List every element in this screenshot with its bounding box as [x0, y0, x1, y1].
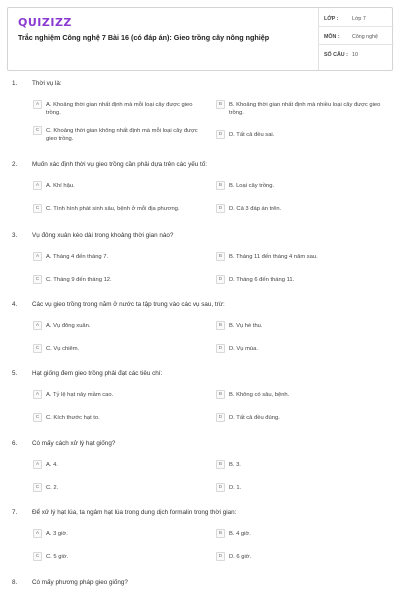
- option-c[interactable]: [33, 204, 213, 213]
- option-text: A. Vụ đông xuân.: [46, 323, 91, 329]
- option-letter-badge: D: [216, 413, 225, 422]
- option-text: C. Kích thước hạt to.: [46, 415, 100, 421]
- quizizz-logo: QUIZIZZ: [18, 16, 72, 29]
- option-text: A. Khí hậu.: [46, 183, 75, 189]
- option-c[interactable]: [33, 126, 201, 143]
- option-a[interactable]: [33, 100, 201, 117]
- option-text: B. 3.: [229, 462, 241, 468]
- option-text: D. Vụ mùa.: [229, 346, 258, 352]
- meta-row-subject: [318, 29, 394, 45]
- option-letter-badge: D: [216, 552, 225, 561]
- option-b[interactable]: [216, 390, 384, 399]
- question-text: Có mấy cách xử lý hạt giống?: [32, 440, 116, 447]
- option-letter-badge: A: [33, 321, 42, 330]
- option-text: A. 3 giờ.: [46, 531, 68, 537]
- option-text: B. Vụ hè thu.: [229, 323, 263, 329]
- option-text: C. Tình hình phát sinh sâu, bệnh ở mỗi địa phương.: [46, 206, 180, 212]
- option-a[interactable]: [33, 390, 201, 399]
- option-letter-badge: B: [216, 321, 225, 330]
- option-a[interactable]: [33, 321, 201, 330]
- meta-value: Lớp 7: [352, 15, 366, 22]
- question-number: 1.: [12, 80, 18, 87]
- question-number: 2.: [12, 161, 18, 168]
- option-letter-badge: B: [216, 181, 225, 190]
- option-letter-badge: C: [33, 204, 42, 213]
- option-letter-badge: C: [33, 275, 42, 284]
- meta-value: Công nghệ: [352, 33, 378, 40]
- option-d[interactable]: [216, 275, 384, 284]
- option-text: A. 4.: [46, 462, 58, 468]
- meta-label: MÔN :: [324, 33, 340, 40]
- option-b[interactable]: [216, 100, 384, 117]
- question-number: 4.: [12, 301, 18, 308]
- option-d[interactable]: [216, 204, 384, 213]
- question-text: Muốn xác định thời vụ gieo trồng cần phải dựa trên các yếu tố:: [32, 161, 207, 168]
- option-letter-badge: B: [216, 529, 225, 538]
- option-letter-badge: C: [33, 413, 42, 422]
- option-b[interactable]: [216, 181, 384, 190]
- option-text: C. Vụ chiêm.: [46, 346, 80, 352]
- option-letter-badge: B: [216, 100, 225, 109]
- option-b[interactable]: [216, 252, 384, 261]
- question-number: 3.: [12, 232, 18, 239]
- option-a[interactable]: [33, 252, 201, 261]
- question-text: Các vụ gieo trồng trong năm ở nước ta tập trung vào các vụ sau, trừ:: [32, 301, 225, 308]
- question-number: 6.: [12, 440, 18, 447]
- option-text: B. Loại cây trồng.: [229, 183, 275, 189]
- option-letter-badge: B: [216, 460, 225, 469]
- option-d[interactable]: [216, 552, 384, 561]
- option-a[interactable]: [33, 460, 201, 469]
- option-text: B. Tháng 11 đến tháng 4 năm sau.: [229, 254, 318, 260]
- option-c[interactable]: [33, 344, 201, 353]
- option-b[interactable]: [216, 321, 384, 330]
- option-text: D. Tháng 6 đến tháng 11.: [229, 277, 295, 283]
- option-text: C. 2.: [46, 485, 59, 491]
- option-d[interactable]: [216, 483, 384, 492]
- option-letter-badge: D: [216, 204, 225, 213]
- option-text: B. Khoảng thời gian nhất định mà nhiều loại cây được gieo trồng.: [229, 102, 381, 116]
- option-c[interactable]: [33, 413, 201, 422]
- page-title: Trắc nghiệm Công nghệ 7 Bài 16 (có đáp án): Gieo trồng cây nông nghiệp: [18, 33, 270, 42]
- option-d[interactable]: [216, 413, 384, 422]
- option-letter-badge: D: [216, 344, 225, 353]
- option-text: B. Không có sâu, bệnh.: [229, 392, 290, 398]
- option-text: D. Cả 3 đáp án trên.: [229, 206, 282, 212]
- option-c[interactable]: [33, 275, 201, 284]
- option-text: D. 1.: [229, 485, 242, 491]
- option-text: C. 5 giờ.: [46, 554, 69, 560]
- option-letter-badge: C: [33, 344, 42, 353]
- option-text: D. Tất cả đều đúng.: [229, 415, 280, 421]
- question-number: 7.: [12, 509, 18, 516]
- meta-label: LỚP :: [324, 15, 339, 22]
- option-letter-badge: D: [216, 483, 225, 492]
- option-letter-badge: B: [216, 252, 225, 261]
- question-text: Để xử lý hạt lúa, ta ngâm hạt lúa trong dung dịch formalin trong thời gian:: [32, 509, 237, 516]
- option-text: D. 6 giờ.: [229, 554, 252, 560]
- option-letter-badge: A: [33, 460, 42, 469]
- option-c[interactable]: [33, 552, 201, 561]
- option-d[interactable]: [216, 130, 384, 139]
- option-letter-badge: A: [33, 252, 42, 261]
- meta-row-count: [318, 47, 394, 63]
- option-letter-badge: D: [216, 130, 225, 139]
- option-a[interactable]: [33, 529, 201, 538]
- option-letter-badge: C: [33, 126, 42, 135]
- question-text: Vụ đông xuân kéo dài trong khoảng thời gian nào?: [32, 232, 174, 239]
- option-a[interactable]: [33, 181, 201, 190]
- option-letter-badge: A: [33, 529, 42, 538]
- option-text: D. Tất cả đều sai.: [229, 132, 275, 138]
- worksheet-header: [7, 7, 393, 71]
- option-letter-badge: B: [216, 390, 225, 399]
- option-letter-badge: C: [33, 552, 42, 561]
- question-number: 5.: [12, 370, 18, 377]
- option-d[interactable]: [216, 344, 384, 353]
- question-text: Hạt giống đem gieo trồng phải đạt các tiêu chí:: [32, 370, 163, 377]
- question-number: 8.: [12, 579, 18, 586]
- option-text: C. Tháng 9 đến tháng 12.: [46, 277, 112, 283]
- option-text: A. Tỷ lệ hạt nảy mầm cao.: [46, 392, 114, 398]
- option-text: C. Khoảng thời gian không nhất định mà mỗi loại cây được gieo trồng.: [46, 128, 198, 142]
- meta-value: 10: [352, 52, 358, 58]
- option-letter-badge: C: [33, 483, 42, 492]
- option-letter-badge: A: [33, 100, 42, 109]
- question-text: Có mấy phương pháp gieo giống?: [32, 579, 128, 586]
- option-text: A. Khoảng thời gian nhất định mà mỗi loại cây được gieo trồng.: [46, 102, 193, 116]
- option-letter-badge: A: [33, 390, 42, 399]
- option-letter-badge: D: [216, 275, 225, 284]
- option-letter-badge: A: [33, 181, 42, 190]
- meta-label: SỐ CÂU :: [324, 52, 348, 58]
- option-text: A. Tháng 4 đến tháng 7.: [46, 254, 109, 260]
- option-text: B. 4 giờ.: [229, 531, 251, 537]
- option-b[interactable]: [216, 460, 384, 469]
- question-text: Thời vụ là:: [32, 80, 62, 87]
- meta-row-class: [318, 11, 394, 27]
- option-b[interactable]: [216, 529, 384, 538]
- option-c[interactable]: [33, 483, 201, 492]
